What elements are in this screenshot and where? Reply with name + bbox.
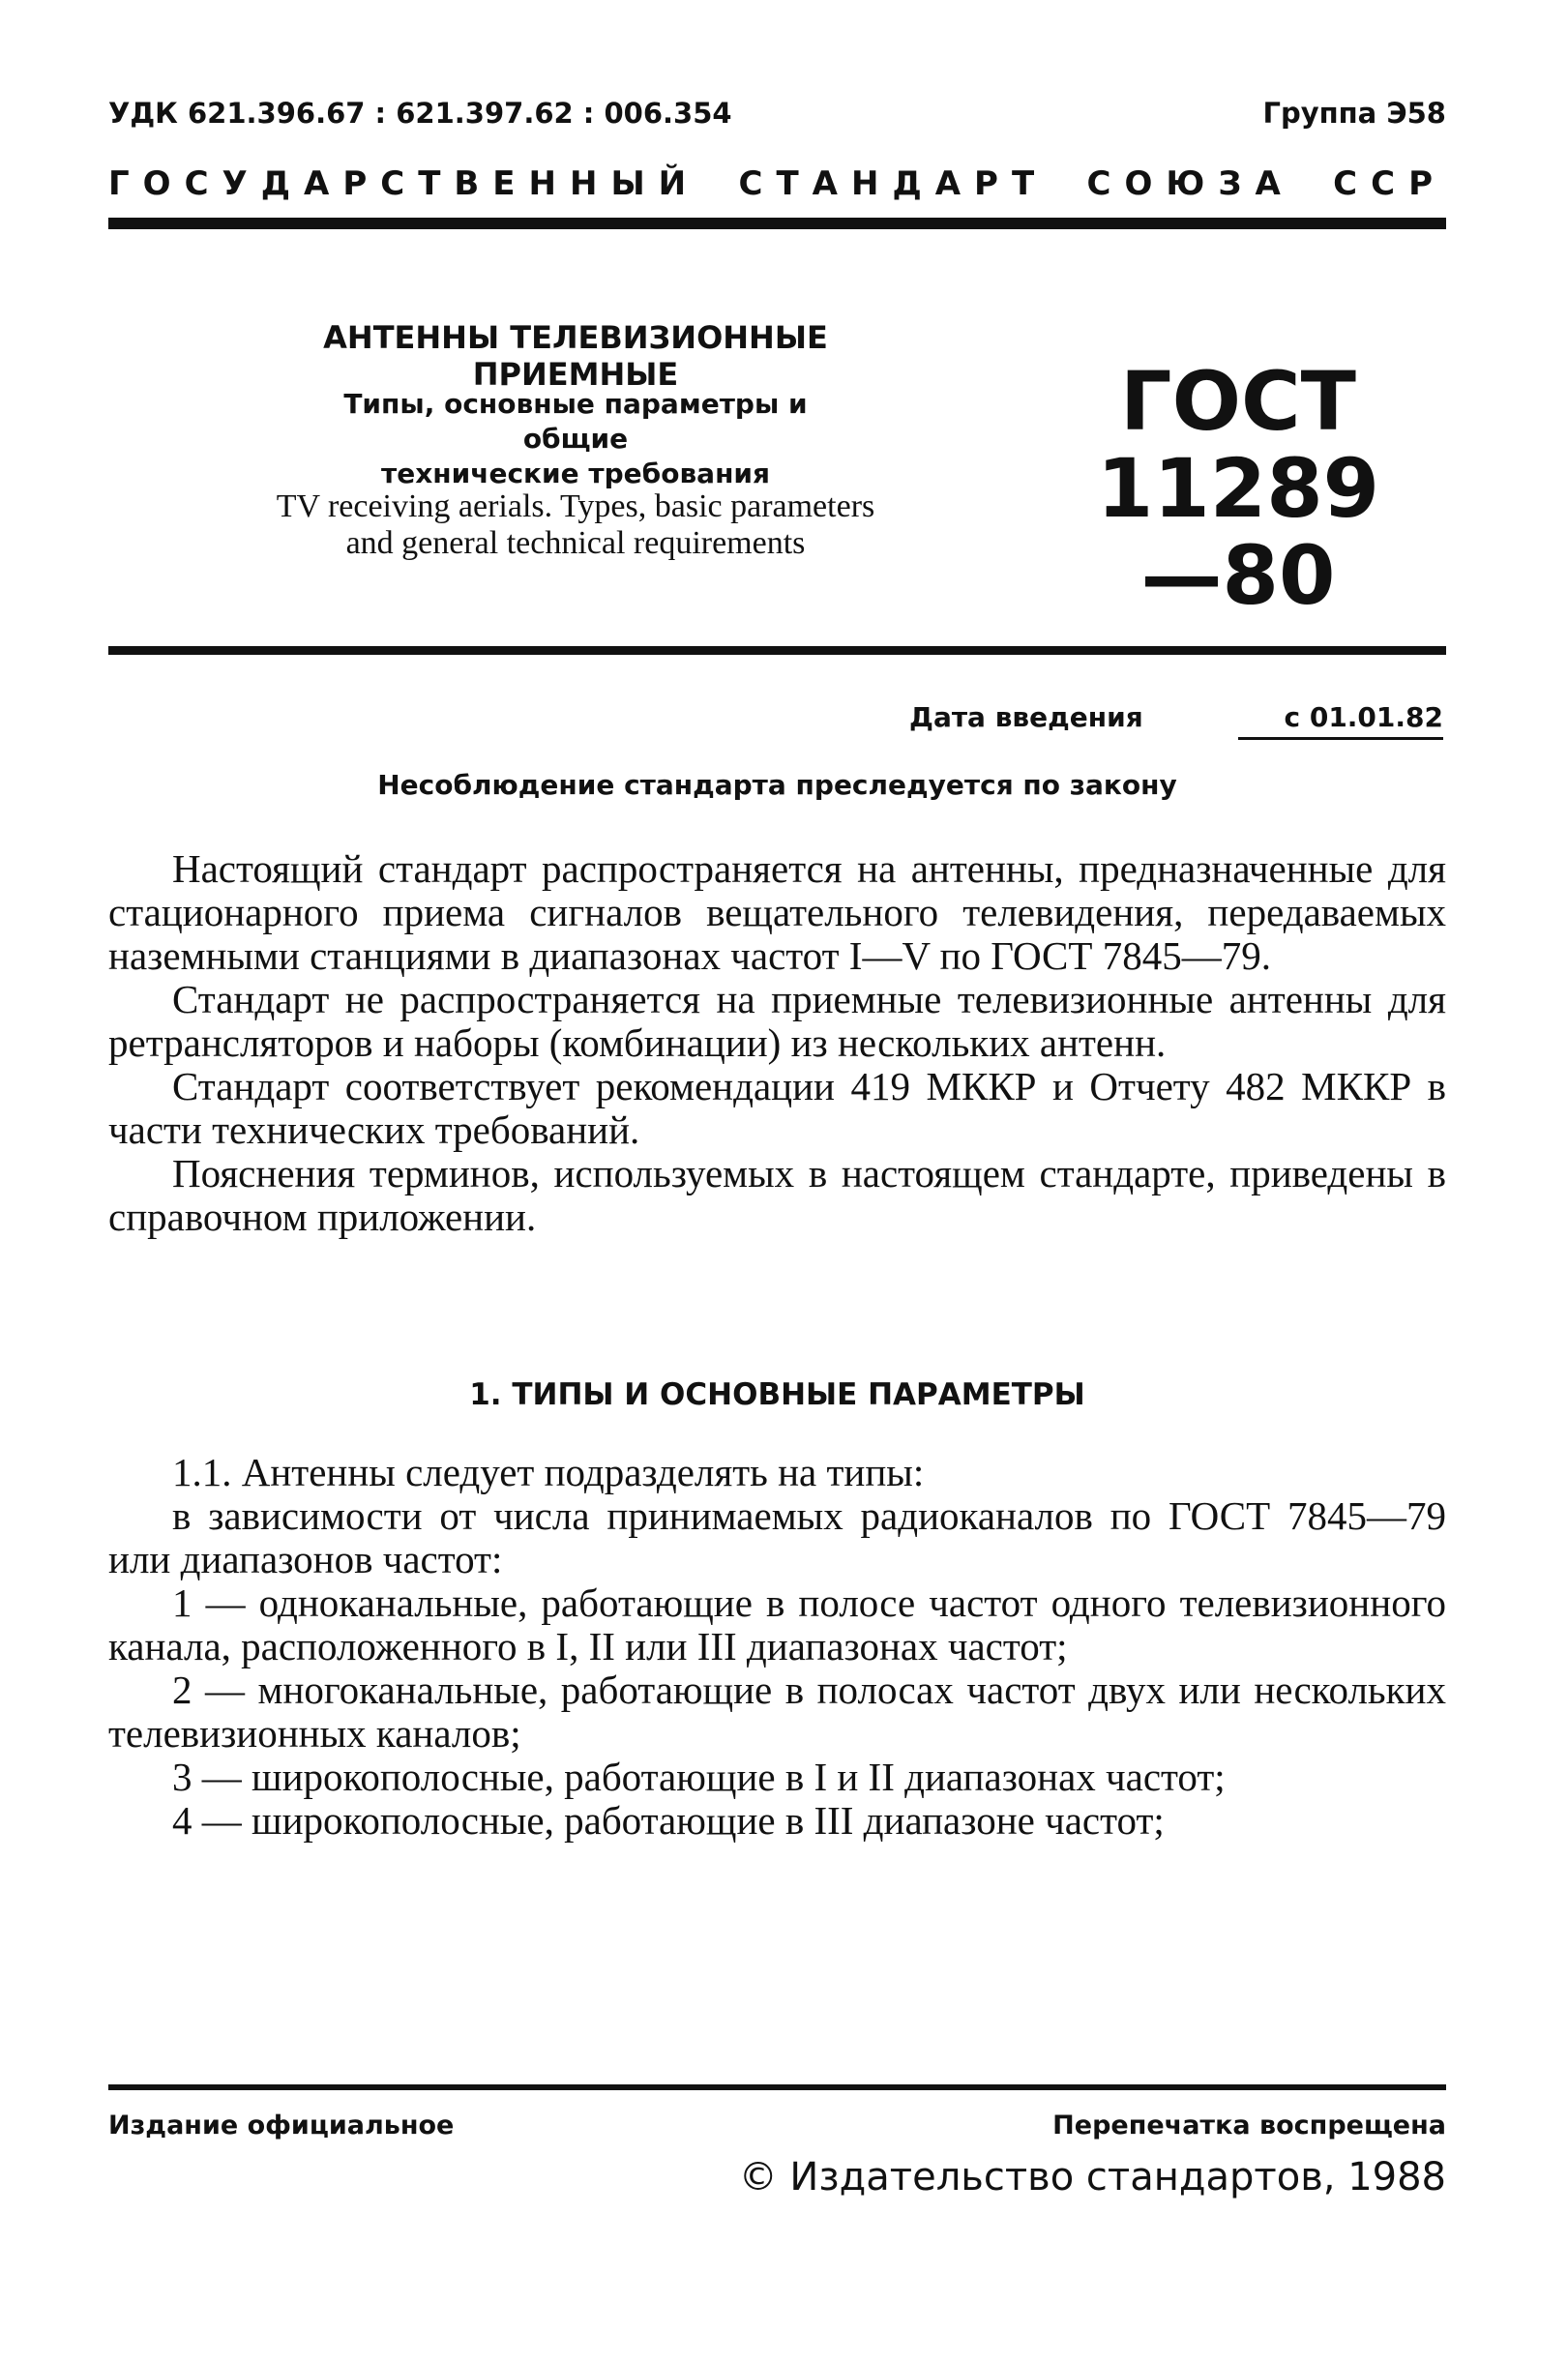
publisher-copyright: © Издательство стандартов, 1988: [738, 2155, 1446, 2200]
english-title-line: TV receiving aerials. Types, basic parameters: [276, 488, 875, 524]
law-notice: Несоблюдение стандарта преследуется по закону: [377, 769, 1177, 801]
paragraph: Настоящий стандарт распространяется на антенны, предназначенные для стационарного приема сигналов вещательного телевидения, передаваемых наземными станциями в диапазонах частот I—V по ГОСТ 7845—79.: [108, 846, 1446, 978]
document-subtitle: [319, 387, 832, 491]
english-title: [203, 488, 948, 562]
banner-word: СТАНДАРТ: [738, 164, 1049, 203]
list-item: в зависимости от числа принимаемых радиоканалов по ГОСТ 7845—79 или диапазонов частот:: [108, 1493, 1446, 1581]
banner-word: СОЮЗА: [1086, 164, 1294, 203]
paragraph: Стандарт соответствует рекомендации 419 МККР и Отчету 482 МККР в части технических требований.: [108, 1064, 1446, 1152]
footer-rule: [108, 2084, 1446, 2090]
document-title: АНТЕННЫ ТЕЛЕВИЗИОННЫЕ ПРИЕМНЫЕ: [323, 319, 828, 393]
udk-code: УДК 621.396.67 : 621.397.62 : 006.354: [108, 97, 732, 130]
paragraph: Пояснения терминов, используемых в настоящем стандарте, приведены в справочном приложении.: [108, 1151, 1446, 1239]
list-item: 1.1. Антенны следует подразделять на типы:: [172, 1450, 925, 1494]
paragraph: Стандарт не распространяется на приемные телевизионные антенны для ретрансляторов и наборы (комбинации) из нескольких антенн.: [108, 977, 1446, 1065]
banner-word: ССР: [1333, 164, 1446, 203]
gost-label: ГОСТ: [1120, 354, 1356, 449]
list-item: 4 — широкополосные, работающие в III диапазоне частот;: [172, 1798, 1165, 1843]
group-code: Группа Э58: [1262, 97, 1446, 130]
subtitle-line: Типы, основные параметры и общие: [343, 388, 808, 455]
banner-word: ГОСУДАРСТВЕННЫЙ: [108, 164, 700, 203]
section-title: 1. ТИПЫ И ОСНОВНЫЕ ПАРАМЕТРЫ: [469, 1377, 1085, 1412]
gost-number: 11289—80: [1096, 441, 1380, 623]
state-standard-banner: [108, 164, 1446, 203]
header-rule: [108, 218, 1446, 229]
intro-text: [108, 847, 1446, 1239]
title-rule: [108, 646, 1446, 655]
date-label: Дата введения: [909, 701, 1143, 733]
official-edition: Издание официальное: [108, 2111, 455, 2141]
reprint-notice: Перепечатка воспрещена: [1052, 2111, 1446, 2141]
list-item: 1 — одноканальные, работающие в полосе частот одного телевизионного канала, расположенного в I, II или III диапазонах частот;: [108, 1580, 1446, 1668]
section-text: [108, 1451, 1446, 1843]
english-title-line: and general technical requirements: [345, 525, 806, 561]
list-item: 3 — широкополосные, работающие в I и II диапазонах частот;: [172, 1755, 1226, 1799]
date-value: с 01.01.82: [1238, 701, 1443, 740]
subtitle-line: технические требования: [380, 458, 771, 489]
list-item: 2 — многоканальные, работающие в полосах частот двух или нескольких телевизионных каналов;: [108, 1668, 1446, 1756]
